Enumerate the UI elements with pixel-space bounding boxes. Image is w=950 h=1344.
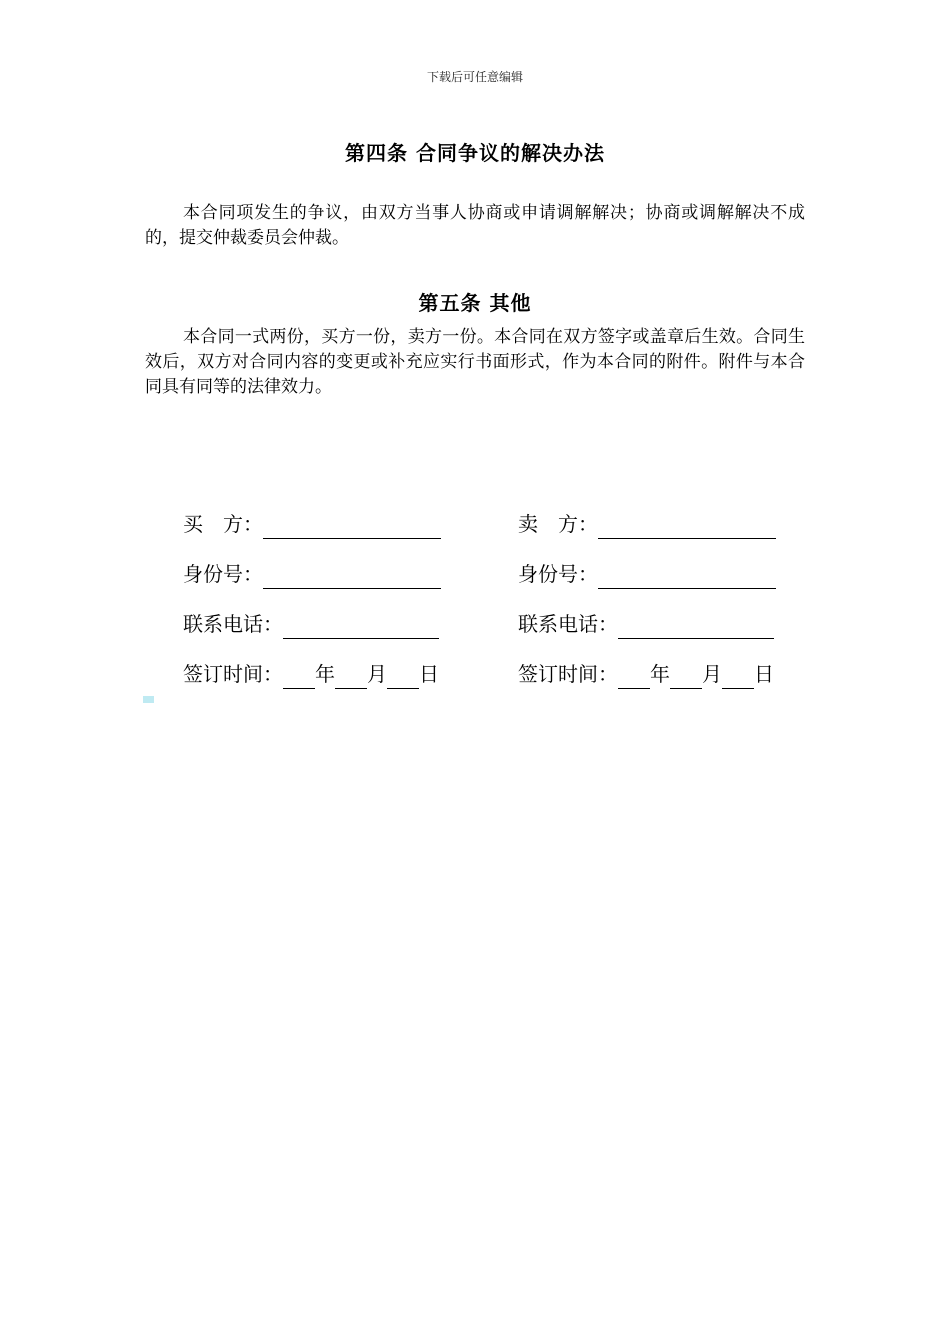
seller-blank[interactable] (598, 514, 776, 539)
buyer-id-label: 身份号： (183, 562, 263, 586)
seller-phone-blank[interactable] (618, 614, 774, 639)
seller-label: 卖 方： (518, 512, 598, 536)
header-note: 下载后可任意编辑 (426, 70, 523, 84)
buyer-row (183, 509, 441, 539)
seller-day-label: 日 (754, 662, 774, 686)
seller-id-row (518, 559, 776, 589)
buyer-date-row (183, 659, 439, 689)
seller-row (518, 509, 776, 539)
buyer-date-label: 签订时间： (183, 662, 283, 686)
seller-month-label: 月 (702, 662, 722, 686)
buyer-year-blank[interactable] (283, 664, 315, 689)
buyer-month-blank[interactable] (335, 664, 367, 689)
buyer-month-label: 月 (367, 662, 387, 686)
buyer-phone-label: 联系电话： (183, 612, 283, 636)
cursor-marker (143, 696, 154, 703)
buyer-day-blank[interactable] (387, 664, 419, 689)
article-5-body: 本合同一式两份，买方一份，卖方一份。本合同在双方签字或盖章后生效。合同生效后，双方对合同内容的变更或补充应实行书面形式，作为本合同的附件。附件与本合同具有同等的法律效力。 (145, 327, 805, 397)
seller-year-label: 年 (650, 662, 670, 686)
article-4-body: 本合同项发生的争议，由双方当事人协商或申请调解解决；协商或调解解决不成的，提交仲裁委员会仲裁。 (145, 203, 805, 248)
article-5-title: 第五条 其他 (418, 291, 532, 315)
seller-day-blank[interactable] (722, 664, 754, 689)
article-4-title: 第四条 合同争议的解决办法 (345, 141, 605, 165)
buyer-label: 买 方： (183, 512, 263, 536)
seller-id-blank[interactable] (598, 564, 776, 589)
buyer-id-row (183, 559, 441, 589)
seller-date-row (518, 659, 774, 689)
buyer-phone-row (183, 609, 439, 639)
seller-year-blank[interactable] (618, 664, 650, 689)
seller-id-label: 身份号： (518, 562, 598, 586)
seller-month-blank[interactable] (670, 664, 702, 689)
buyer-day-label: 日 (419, 662, 439, 686)
seller-phone-label: 联系电话： (518, 612, 618, 636)
buyer-id-blank[interactable] (263, 564, 441, 589)
buyer-phone-blank[interactable] (283, 614, 439, 639)
seller-date-label: 签订时间： (518, 662, 618, 686)
buyer-blank[interactable] (263, 514, 441, 539)
buyer-year-label: 年 (315, 662, 335, 686)
seller-phone-row (518, 609, 774, 639)
